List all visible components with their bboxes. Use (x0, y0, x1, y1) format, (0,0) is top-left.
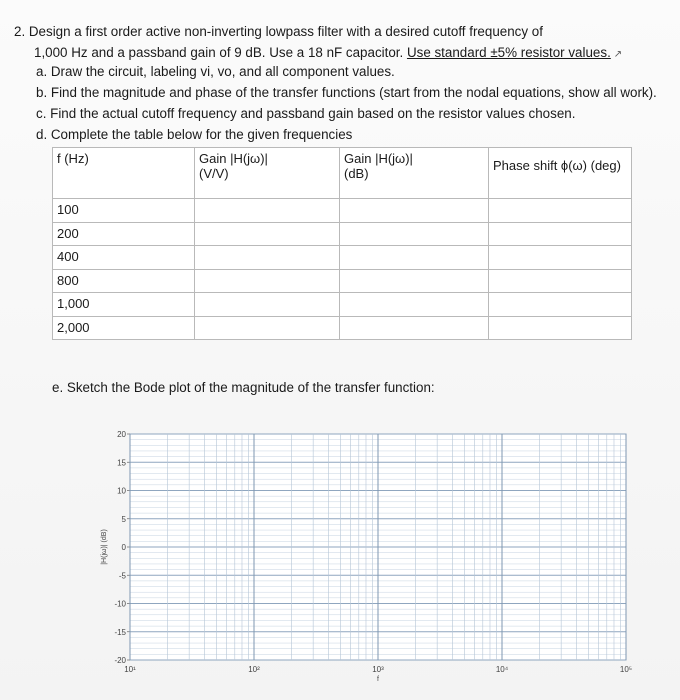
header-frequency-label: f (Hz) (57, 151, 89, 166)
question-line-1: 2. Design a first order active non-inverting lowpass filter with a desired cutoff frequency of (14, 24, 543, 39)
phase-cell[interactable] (489, 316, 632, 340)
y-tick-label: -15 (114, 627, 126, 637)
gain-db-cell[interactable] (340, 199, 489, 223)
y-tick-label: -5 (118, 571, 126, 581)
header-frequency (53, 148, 195, 199)
question-text (14, 22, 654, 65)
part-d: d. Complete the table below for the given frequencies (36, 127, 353, 142)
gain-vv-cell[interactable] (195, 199, 340, 223)
frequency-cell: 1,000 (53, 293, 195, 317)
table-row (53, 269, 632, 293)
gain-db-cell[interactable] (340, 269, 489, 293)
frequency-cell: 800 (53, 269, 195, 293)
frequency-cell: 400 (53, 246, 195, 270)
frequency-cell: 100 (53, 199, 195, 223)
gain-vv-cell[interactable] (195, 222, 340, 246)
part-a: a. Draw the circuit, labeling vi, vo, and all component values. (36, 64, 395, 79)
gain-vv-cell[interactable] (195, 246, 340, 270)
header-phase (489, 148, 632, 199)
gain-db-cell[interactable] (340, 222, 489, 246)
header-gain-db-line1: Gain |H(jω)| (344, 151, 413, 166)
header-gain-db-line2: (dB) (344, 166, 369, 181)
frequency-cell: 2,000 (53, 316, 195, 340)
y-tick-label: 20 (117, 430, 126, 439)
y-tick-label: 0 (121, 543, 126, 552)
part-e: e. Sketch the Bode plot of the magnitude of the transfer function: (52, 380, 435, 395)
y-tick-label: -10 (114, 599, 126, 609)
y-tick-label: 5 (121, 514, 126, 524)
question-line-2 (14, 43, 654, 66)
gain-vv-cell[interactable] (195, 293, 340, 317)
header-gain-vv-line1: Gain |H(jω)| (199, 151, 268, 166)
y-tick-label: 15 (117, 458, 126, 468)
y-tick-label: -20 (114, 656, 126, 665)
y-tick-label: 10 (117, 486, 126, 496)
x-tick-label: 10¹ (124, 665, 136, 674)
gain-vv-cell[interactable] (195, 269, 340, 293)
table-header-row (53, 148, 632, 199)
bode-plot-grid[interactable] (0, 420, 680, 700)
x-tick-label: 10⁴ (495, 665, 509, 674)
table-row (53, 293, 632, 317)
part-c: c. Find the actual cutoff frequency and passband gain based on the resistor values chosen. (36, 106, 576, 121)
x-tick-label: 10⁵ (619, 665, 633, 674)
header-gain-vv (195, 148, 340, 199)
table-row (53, 222, 632, 246)
frequency-table (52, 147, 632, 340)
phase-cell[interactable] (489, 222, 632, 246)
phase-cell[interactable] (489, 246, 632, 270)
y-axis-label: |H(jω)| (dB) (101, 529, 108, 565)
table-row (53, 316, 632, 340)
question-line-2-text: 1,000 Hz and a passband gain of 9 dB. Use a 18 nF capacitor. (34, 44, 407, 60)
frequency-cell: 200 (53, 222, 195, 246)
table-row (53, 246, 632, 270)
header-gain-db (340, 148, 489, 199)
x-axis-label: f (377, 676, 379, 683)
x-tick-label: 10² (248, 665, 260, 674)
gain-db-cell[interactable] (340, 246, 489, 270)
header-gain-vv-line2: (V/V) (199, 166, 229, 181)
gain-vv-cell[interactable] (195, 316, 340, 340)
resistor-values-link[interactable]: Use standard ±5% resistor values. (406, 44, 611, 60)
gain-db-cell[interactable] (340, 316, 489, 340)
part-b: b. Find the magnitude and phase of the transfer functions (start from the nodal equations, show all work). (36, 85, 657, 100)
phase-cell[interactable] (489, 293, 632, 317)
phase-cell[interactable] (489, 269, 632, 293)
phase-cell[interactable] (489, 199, 632, 223)
gain-db-cell[interactable] (340, 293, 489, 317)
external-link-icon[interactable]: ↗ (613, 48, 623, 60)
x-tick-label: 10³ (372, 665, 384, 674)
header-phase-label: Phase shift ϕ(ω) (deg) (493, 158, 621, 173)
table-row (53, 199, 632, 223)
